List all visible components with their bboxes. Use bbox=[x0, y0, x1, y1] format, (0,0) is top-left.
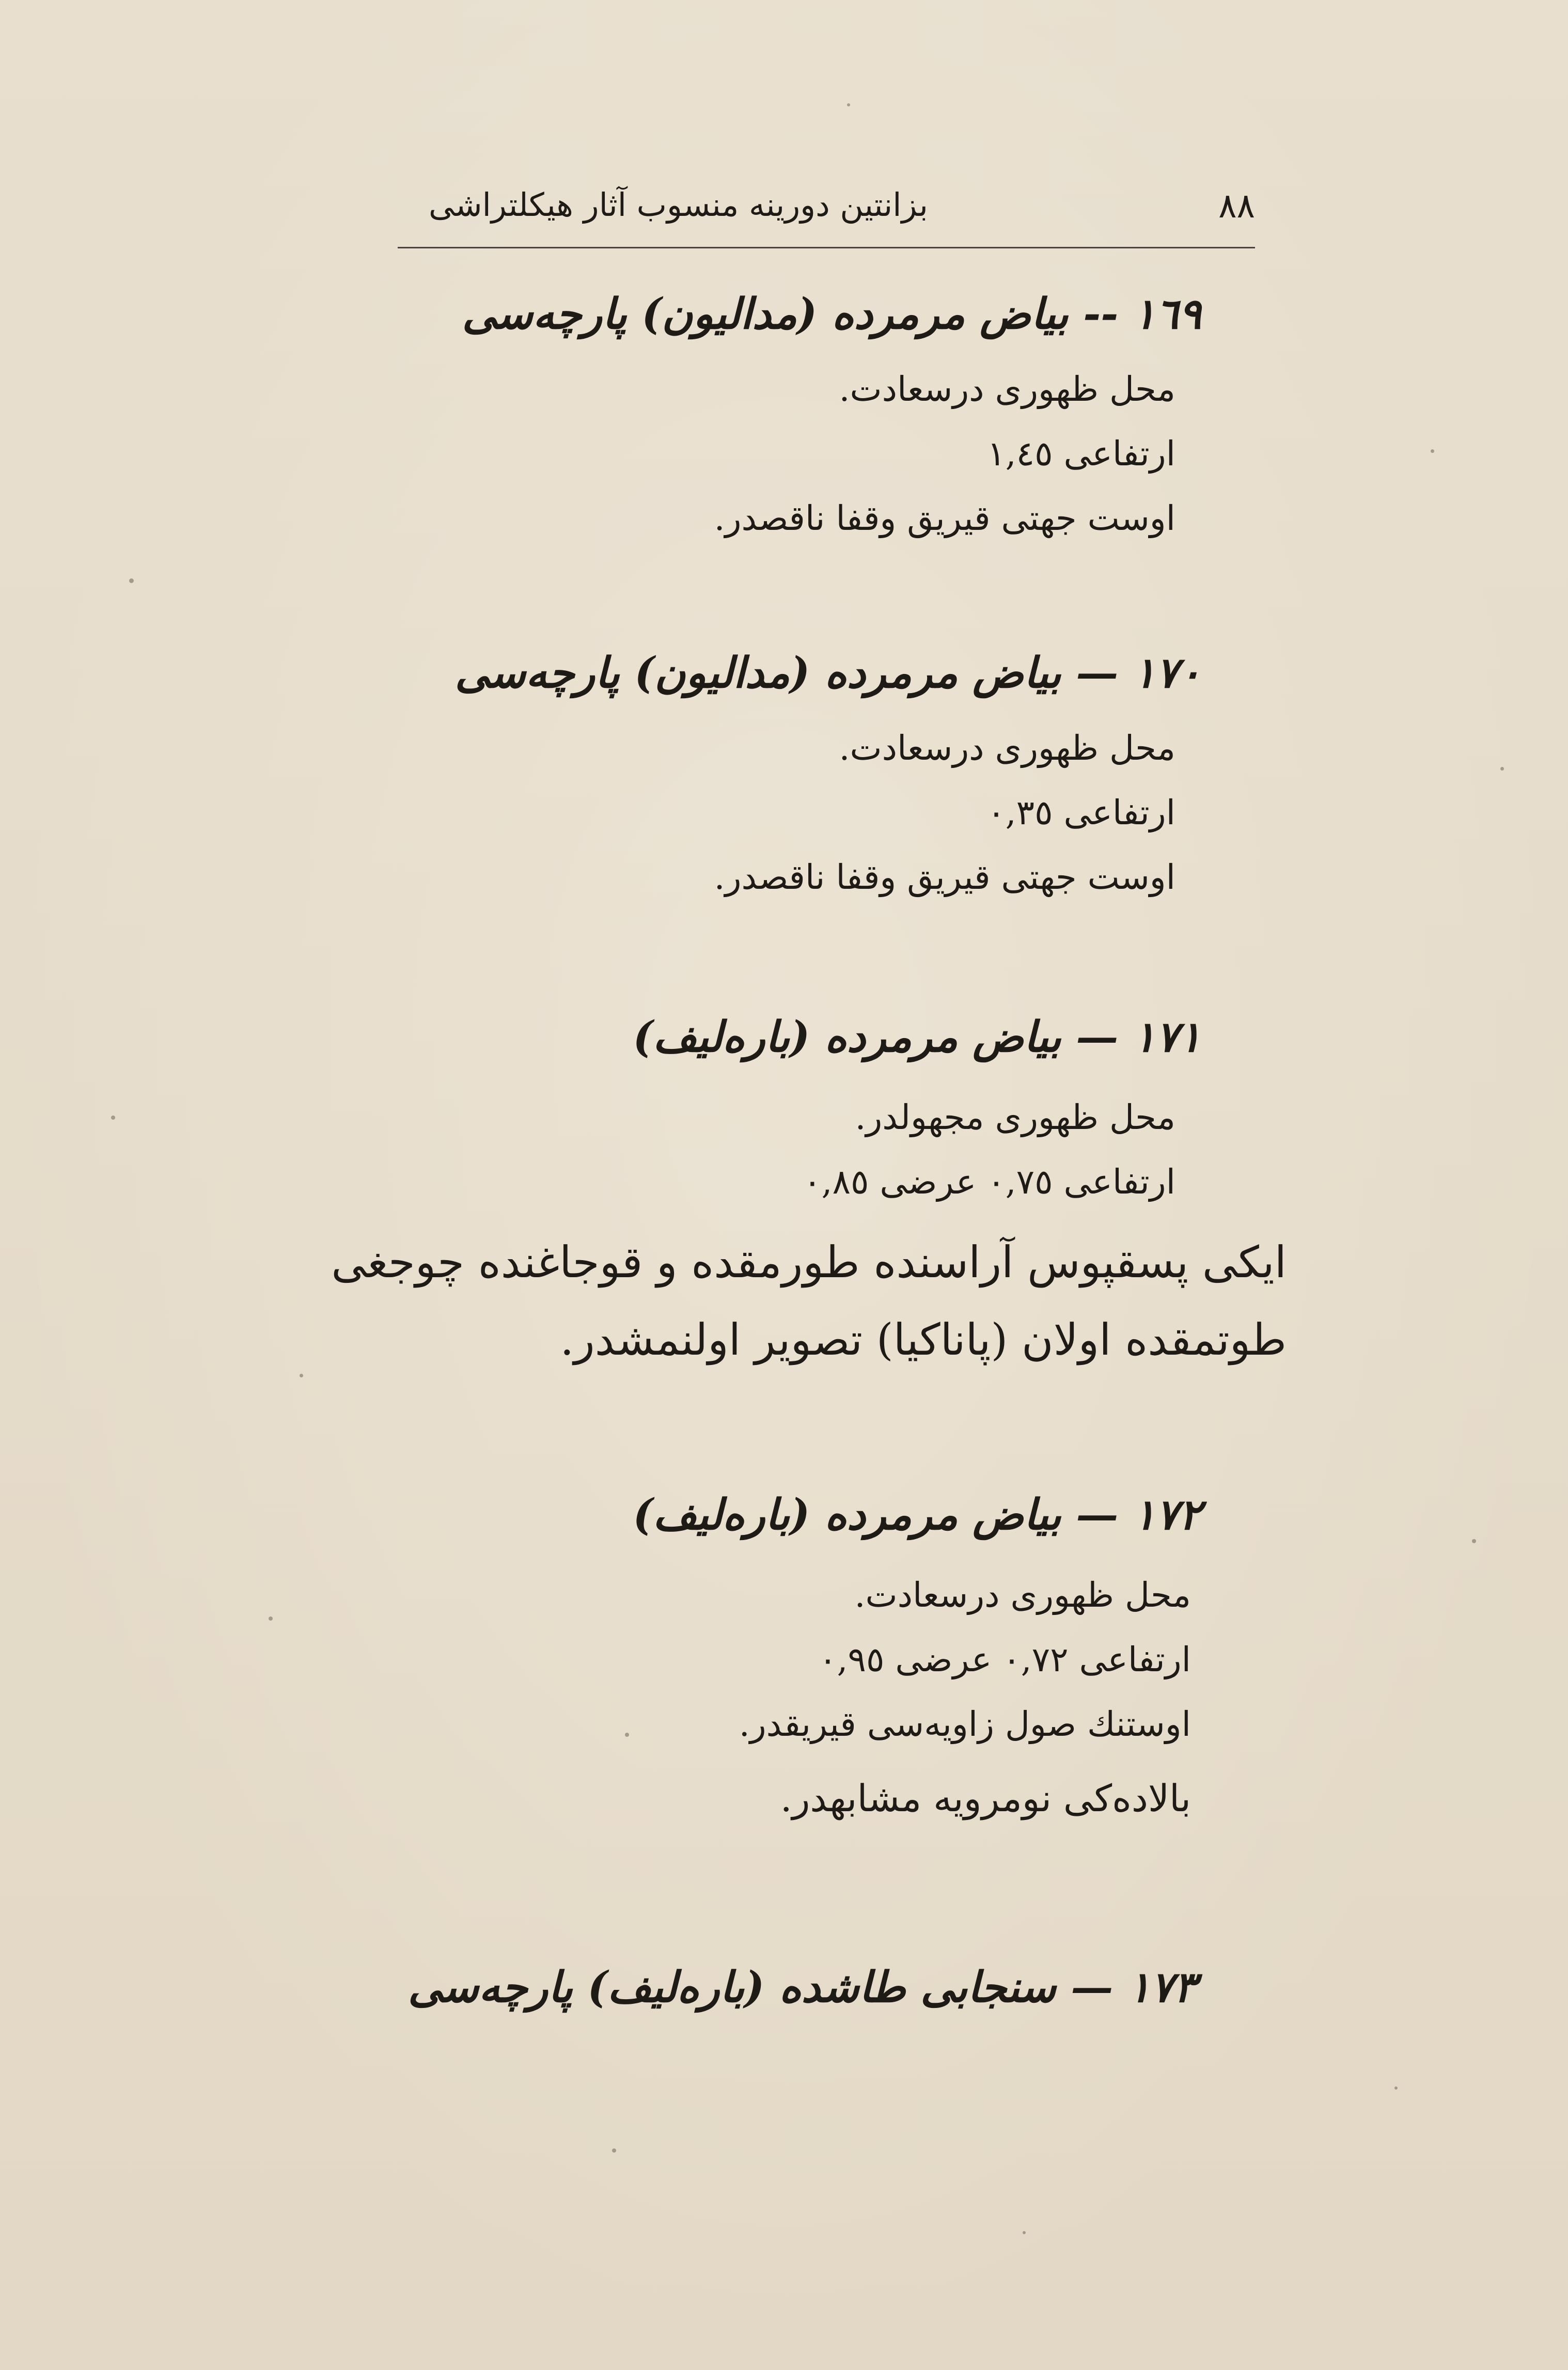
entry-172-dimensions: ارتفاعى ٠,٧٢ عرضى ٠,٩٥ bbox=[819, 1640, 1191, 1680]
paper-speck bbox=[625, 1733, 629, 1737]
paper-speck bbox=[1431, 449, 1434, 453]
entry-169-location: محل ظهورى درسعادت. bbox=[839, 369, 1175, 409]
paper-speck bbox=[847, 103, 850, 106]
paper-speck bbox=[612, 2148, 616, 2153]
paper-speck bbox=[269, 1616, 273, 1621]
running-title: بزانتين دورينه منسوب آثار هيكلتراشى bbox=[429, 186, 928, 224]
header-rule bbox=[398, 247, 1255, 248]
entry-170-heading: ١٧٠ — بياض مرمرده (مدالیون) پارچه‌سى bbox=[454, 648, 1201, 698]
entry-172-description: بالاده‌كى نومرويه مشابهدر. bbox=[780, 1777, 1191, 1820]
paper-speck bbox=[1023, 2231, 1026, 2234]
page-number: ٨٨ bbox=[1218, 186, 1255, 226]
entry-169-condition: اوست جهتى قيريق وقفا ناقصدر. bbox=[714, 498, 1175, 538]
entry-170-location: محل ظهورى درسعادت. bbox=[839, 728, 1175, 768]
entry-171-location: محل ظهورى مجهولدر. bbox=[855, 1097, 1175, 1137]
entry-169-height: ارتفاعى ١,٤٥ bbox=[987, 434, 1175, 474]
entry-169-heading: ١٦٩ -- بياض مرمرده (مدالیون) پارچه‌سى bbox=[462, 289, 1201, 339]
paper-speck bbox=[111, 1116, 115, 1120]
entry-172-condition: اوستنك صول زاويه‌سى قيريقدر. bbox=[739, 1704, 1191, 1744]
entry-171-dimensions: ارتفاعى ٠,٧٥ عرضى ٠,٨٥ bbox=[803, 1162, 1175, 1202]
entry-173-heading: ١٧٣ — سنجابى طاشده (باره‌لیف) پارچه‌سى bbox=[407, 1963, 1196, 2012]
paper-speck bbox=[129, 578, 134, 583]
entry-170-condition: اوست جهتى قيريق وقفا ناقصدر. bbox=[714, 857, 1175, 897]
entry-172-heading: ١٧٢ — بياض مرمرده (باره‌لیف) bbox=[633, 1490, 1201, 1540]
paper-speck bbox=[1500, 767, 1504, 771]
entry-170-height: ارتفاعى ٠,٣٥ bbox=[987, 793, 1175, 833]
entry-172-location: محل ظهورى درسعادت. bbox=[854, 1575, 1191, 1615]
entry-171-description-line-2: طوتمقده اولان (پاناكيا) تصوير اولنمشدر. bbox=[560, 1314, 1287, 1365]
paper-speck bbox=[300, 1374, 303, 1377]
running-header bbox=[398, 176, 1255, 238]
entry-171-description-line-1: ايكى پسقپوس آراسنده طورمقده و قوجاغنده چوجغى bbox=[331, 1237, 1287, 1288]
entry-171-heading: ١٧١ — بياض مرمرده (باره‌لیف) bbox=[633, 1012, 1201, 1062]
paper-speck bbox=[1394, 2086, 1398, 2090]
paper-speck bbox=[1472, 1539, 1476, 1543]
